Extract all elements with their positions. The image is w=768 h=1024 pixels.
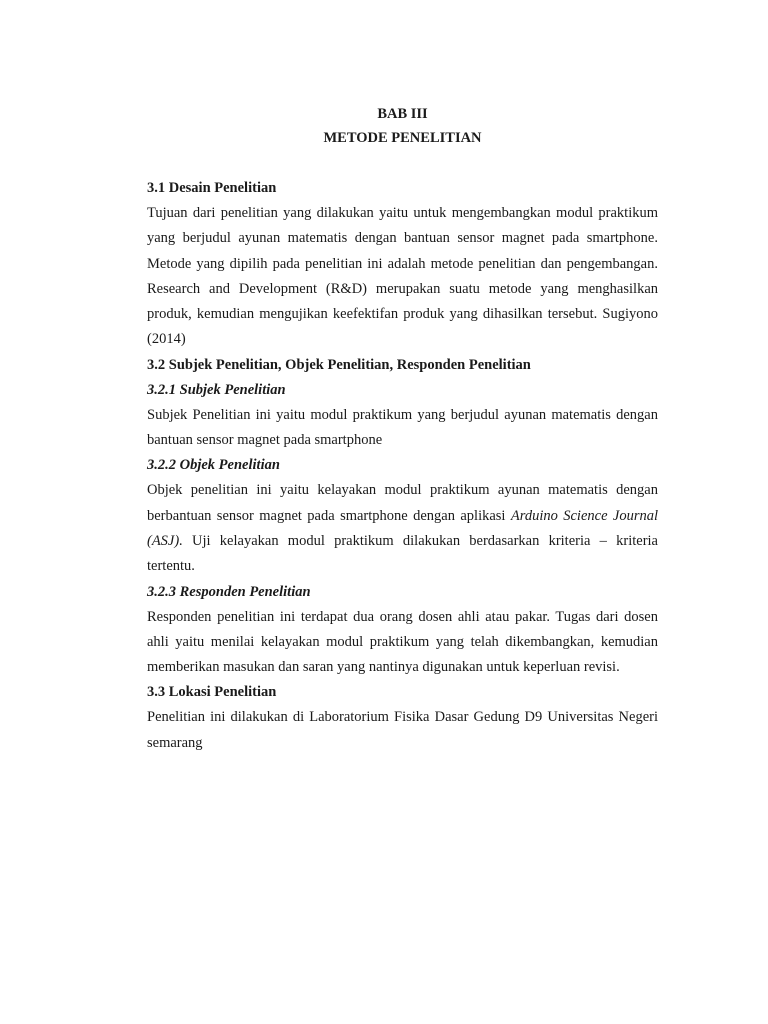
app-name-italic: Arduino Science Journal (ASJ). — [147, 507, 659, 549]
section-heading-3-1: 3.1 Desain Penelitian — [147, 180, 277, 196]
chapter-title: METODE PENELITIAN — [323, 130, 482, 146]
chapter-label: BAB III — [377, 106, 428, 122]
section-body-3-1: Tujuan dari penelitian yang dilakukan yaitu untuk mengembangkan modul praktikum yang berjudul ayunan matematis dengan bantuan sensor magnet pada smartphone. Metode yang dipilih pada penelitian ini adalah metode penelitian dan pengembangan. Research and Development (R&D) merupakan suatu metode yang menghasilkan produk, kemudian mengujikan keefektifan produk yang dihasilkan tersebut. Sugiyono (2014) — [147, 205, 658, 348]
section-heading-3-2: 3.2 Subjek Penelitian, Objek Penelitian, Responden Penelitian — [147, 356, 531, 373]
subsection-heading-3-2-3: 3.2.3 Responden Penelitian — [147, 583, 311, 600]
subsection-body-3-2-1: Subjek Penelitian ini yaitu modul praktikum yang berjudul ayunan matematis dengan bantuan sensor magnet pada smartphone — [147, 406, 658, 449]
body-text-after: Uji kelayakan modul praktikum dilakukan berdasarkan kriteria – kriteria tertentu. — [147, 532, 658, 575]
subsection-heading-3-2-1: 3.2.1 Subjek Penelitian — [147, 381, 286, 398]
subsection-heading-3-2-2: 3.2.2 Objek Penelitian — [147, 457, 280, 474]
section-body-3-3: Penelitian ini dilakukan di Laboratorium Fisika Dasar Gedung D9 Universitas Negeri semarang — [147, 709, 658, 751]
subsection-body-3-2-2 — [147, 478, 658, 579]
subsection-body-3-2-3: Responden penelitian ini terdapat dua orang dosen ahli atau pakar. Tugas dari dosen ahli yaitu menilai kelayakan modul praktikum yang telah dikembangkan, kemudian memberikan masukan dan saran yang nantinya digunakan untuk keperluan revisi. — [147, 608, 658, 676]
body-text-before: Objek penelitian ini yaitu kelayakan modul praktikum ayunan matematis dengan berbantuan sensor magnet pada smartphone dengan aplikasi — [147, 482, 658, 524]
document-page — [147, 102, 658, 756]
section-heading-3-3: 3.3 Lokasi Penelitian — [147, 684, 277, 701]
